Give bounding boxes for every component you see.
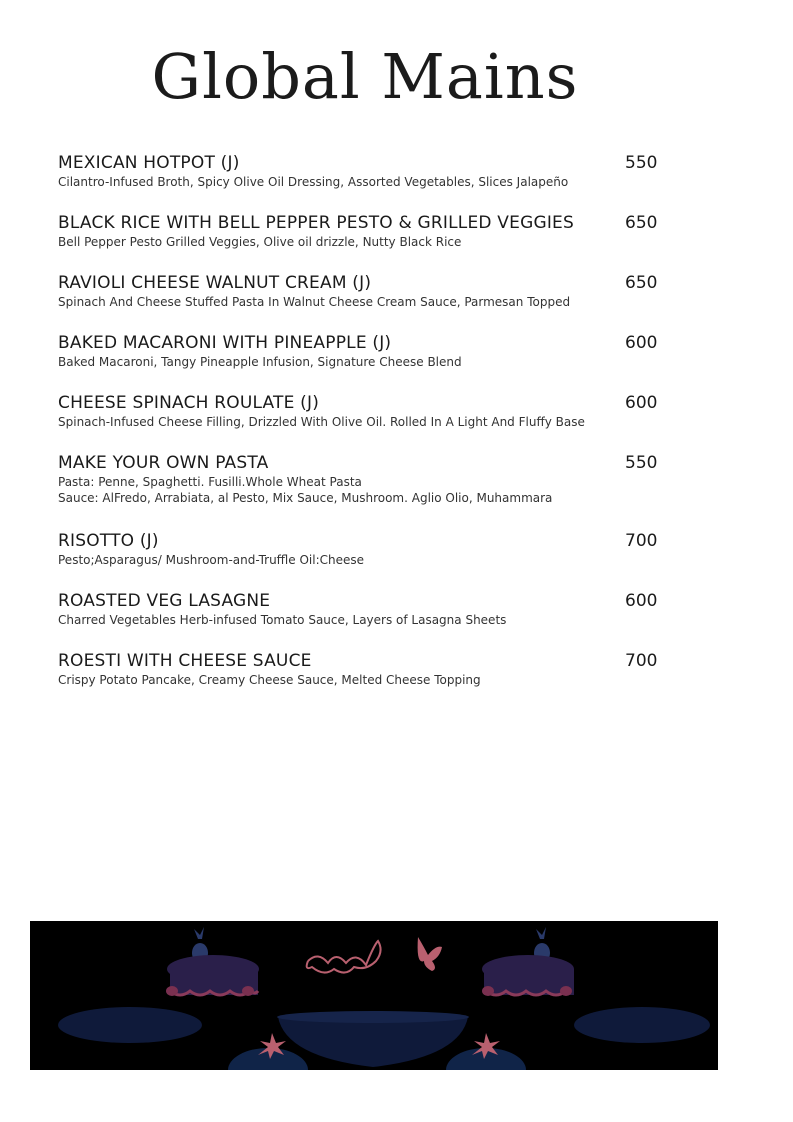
item-name: RISOTTO (J) — [58, 531, 159, 551]
menu-item — [58, 452, 668, 506]
menu-item — [58, 152, 668, 190]
menu-item — [58, 392, 668, 430]
decorative-banner — [30, 921, 718, 1070]
item-name: BAKED MACARONI WITH PINEAPPLE (J) — [58, 333, 392, 353]
menu-item — [58, 590, 668, 628]
item-name: MAKE YOUR OWN PASTA — [58, 453, 269, 473]
item-name: BLACK RICE WITH BELL PEPPER PESTO & GRILLED VEGGIES — [58, 213, 574, 233]
item-description: Crispy Potato Pancake, Creamy Cheese Sauce, Melted Cheese Topping — [58, 673, 481, 687]
ribbon-doodle-icon — [307, 941, 381, 973]
item-name: ROASTED VEG LASAGNE — [58, 591, 271, 611]
item-price: 550 — [625, 453, 658, 473]
item-price: 600 — [625, 333, 658, 353]
item-name: ROESTI WITH CHEESE SAUCE — [58, 651, 312, 671]
item-name: RAVIOLI CHEESE WALNUT CREAM (J) — [58, 273, 372, 293]
item-name: CHEESE SPINACH ROULATE (J) — [58, 393, 320, 413]
item-description: Baked Macaroni, Tangy Pineapple Infusion, Signature Cheese Blend — [58, 355, 462, 369]
page-title: Global Mains — [151, 40, 579, 113]
item-description: Sauce: AlFredo, Arrabiata, al Pesto, Mix Sauce, Mushroom. Aglio Olio, Muhammara — [58, 491, 553, 505]
butterfly-icon — [418, 937, 442, 971]
cake-icon — [482, 927, 574, 996]
item-price: 650 — [625, 273, 658, 293]
menu-item — [58, 212, 668, 250]
item-description: Cilantro-Infused Broth, Spicy Olive Oil Dressing, Assorted Vegetables, Slices Jalapeño — [58, 175, 569, 189]
item-price: 650 — [625, 213, 658, 233]
item-description: Charred Vegetables Herb-infused Tomato Sauce, Layers of Lasagna Sheets — [58, 613, 507, 627]
item-description: Pasta: Penne, Spaghetti. Fusilli.Whole Wheat Pasta — [58, 475, 362, 489]
banner-illustration — [30, 921, 718, 1070]
menu-item — [58, 650, 668, 688]
menu-item — [58, 530, 668, 568]
bowl-icon — [277, 1011, 469, 1067]
item-price: 550 — [625, 153, 658, 173]
item-description: Bell Pepper Pesto Grilled Veggies, Olive oil drizzle, Nutty Black Rice — [58, 235, 462, 249]
item-price: 700 — [625, 531, 658, 551]
item-description: Pesto;Asparagus/ Mushroom-and-Truffle Oil:Cheese — [58, 553, 365, 567]
menu-item — [58, 332, 668, 370]
cake-icon — [166, 927, 259, 996]
item-description: Spinach And Cheese Stuffed Pasta In Walnut Cheese Cream Sauce, Parmesan Topped — [58, 295, 571, 309]
menu-item — [58, 272, 668, 310]
item-name: MEXICAN HOTPOT (J) — [58, 153, 240, 173]
item-price: 600 — [625, 393, 658, 413]
menu-list — [58, 152, 668, 710]
item-description: Spinach-Infused Cheese Filling, Drizzled With Olive Oil. Rolled In A Light And Fluffy Base — [58, 415, 585, 429]
item-price: 700 — [625, 651, 658, 671]
item-price: 600 — [625, 591, 658, 611]
